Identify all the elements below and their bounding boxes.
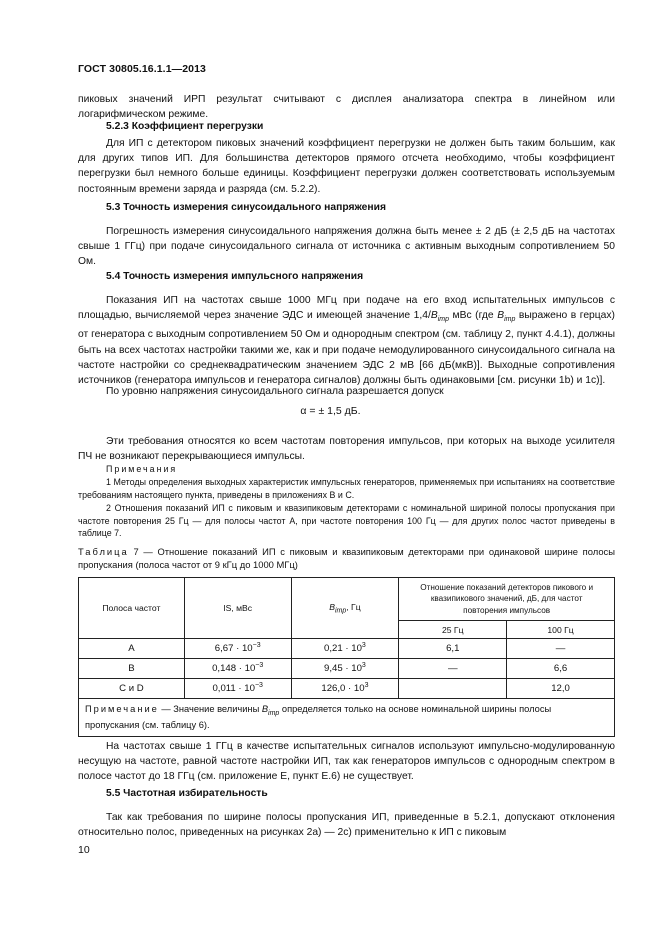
text-run: определяется только на основе номинальной ширины полосы пропускания (см. таблицу 6).: [85, 703, 552, 731]
note-2: 2 Отношения показаний ИП с пиковым и квазипиковым детекторами с номинальной шириной полосы пропускания при частоте повторения 25 Гц — для полосы частот А, при частоте повторения 100 Гц — для других полос частот приведены в таблице 7.: [78, 503, 615, 539]
is-exponent: −3: [255, 662, 264, 670]
page-number: 10: [78, 844, 90, 856]
symbol-b: B: [261, 703, 269, 714]
symbol-imp: imp: [504, 316, 516, 324]
heading-5-4: 5.4 Точность измерения импульсного напряжения: [106, 271, 364, 282]
is-mantissa: 6,67 · 10: [214, 643, 253, 655]
cell-100hz: 6,6: [507, 659, 615, 679]
table-row: [79, 639, 615, 659]
cell-band: B: [79, 659, 185, 679]
cell-is: [184, 639, 291, 659]
table-note: [79, 699, 615, 737]
cell-bimp: [291, 639, 399, 659]
is-exponent: −3: [252, 642, 261, 650]
symbol-imp: imp: [437, 316, 449, 324]
paragraph-5-2-3: Для ИП с детектором пиковых значений коэффициент перегрузки не должен быть таким большим, как для других типов ИП. Для большинства детекторов прямого отсчета необходимо, чтобы коэффициент перегрузки был немного больше единицы. Коэффициент перегрузки должен соответствовать используемым постоянным времени заряда и разряда (см. 5.2.2).: [78, 138, 615, 195]
bimp-mantissa: 0,21 · 10: [324, 643, 362, 655]
cell-25hz: 6,1: [399, 639, 507, 659]
cell-bimp: [291, 659, 399, 679]
symbol-imp: imp: [268, 709, 280, 717]
table-7: [78, 577, 615, 737]
formula-alpha: α = ± 1,5 дБ.: [300, 405, 361, 417]
table-header-row: [79, 578, 615, 621]
table-row: [79, 679, 615, 699]
caption-label: Таблица: [78, 546, 129, 557]
symbol-b: B: [430, 310, 438, 322]
cell-100hz: 12,0: [507, 679, 615, 699]
header-is: IS, мВс: [184, 578, 291, 639]
heading-5-3: 5.3 Точность измерения синусоидального напряжения: [106, 202, 386, 213]
cell-100hz: —: [507, 639, 615, 659]
notes-title-text: Примечания: [106, 464, 178, 474]
paragraph-5-3: Погрешность измерения синусоидального напряжения должна быть менее ± 2 дБ (± 2,5 дБ на частотах свыше 1 ГГц) при подаче синусоидального сигнала от источника с активным выходным сопротивлением 50 Ом.: [78, 226, 615, 268]
cell-is: [184, 679, 291, 699]
note-1: 1 Методы определения выходных характеристик импульсных генераторов, применяемых при испытаниях на соответствие требованиям настоящего пункта, приведены в приложениях В и С.: [78, 477, 615, 500]
header-25hz: 25 Гц: [399, 621, 507, 639]
is-mantissa: 0,148 · 10: [212, 663, 256, 675]
symbol-imp: imp: [334, 607, 347, 615]
table-note-label: Примечание: [85, 703, 159, 714]
text-run: Показания ИП на частотах свыше 1000 МГц при подаче на его вход испытательных импульсов с площадью, вычисляемой через значение ЭДС и имеющей значение 1,4/: [78, 295, 615, 322]
bimp-exponent: 3: [364, 682, 369, 690]
symbol-b: B: [497, 310, 505, 322]
is-mantissa: 0,011 · 10: [212, 683, 255, 695]
notes-title: [78, 463, 615, 476]
table-note-row: [79, 699, 615, 737]
paragraph-intro: пиковых значений ИРП результат считывают с дисплея анализатора спектра в линейном или логарифмическом режиме.: [78, 94, 615, 121]
is-exponent: −3: [254, 682, 263, 690]
header-ratio: Отношение показаний детекторов пикового и квазипикового значений, дБ, для частот повторения импульсов: [399, 578, 615, 621]
text-run: выражено в герцах) от генератора с выходным сопротивлением 50 Ом и однородным спектром (см. таблицу 2, пункт 4.4.1), должны быть на всех частотах настройки такими же, как и при подаче немодулированного синусоидального сигнала на частоте настройки со среднеквадратическим значением ЭДС 2 мВ [66 дБ(мкВ)]. Выходные сопротивления источников (генератора импульсов и генератора сигналов) должны быть одинаковыми [см. рисунки 1b) и 1c)].: [78, 310, 615, 387]
paragraph-5-4-b: По уровню напряжения синусоидального сигнала разрешается допуск: [106, 386, 444, 397]
header-100hz: 100 Гц: [507, 621, 615, 639]
symbol-b: B: [329, 601, 335, 612]
table-7-caption: [78, 545, 615, 571]
header-bimp-unit: , Гц: [346, 601, 361, 612]
bimp-mantissa: 9,45 · 10: [324, 663, 362, 675]
text-run: — Значение величины: [158, 703, 262, 714]
table-row: [79, 659, 615, 679]
cell-is: [184, 659, 291, 679]
header-bimp: [291, 578, 399, 639]
standard-header: ГОСТ 30805.16.1.1—2013: [78, 63, 206, 75]
paragraph-after-table: На частотах свыше 1 ГГц в качестве испытательных сигналов используют импульсно-модулированную несущую на частоте, равной частоте настройки ИП, так как генераторов импульсов с однородным спектром в полосе частот до 18 ГГц (см. приложение Е, пункт Е.6) не существует.: [78, 741, 615, 783]
paragraph-5-4-c: Эти требования относятся ко всем частотам повторения импульсов, при которых на выходе усилителя ПЧ не возникают перекрывающиеся импульсы.: [78, 436, 615, 463]
cell-band: A: [79, 639, 185, 659]
bimp-exponent: 3: [361, 662, 366, 670]
paragraph-5-5: Так как требования по ширине полосы пропускания ИП, приведенные в 5.2.1, допускают отклонения относительно полос, приведенных на рисунках 2а) — 2с) применительно к ИП с пиковым: [78, 812, 615, 839]
cell-25hz: [399, 679, 507, 699]
header-band: Полоса частот: [79, 578, 185, 639]
bimp-exponent: 3: [361, 642, 366, 650]
caption-text: 7 — Отношение показаний ИП с пиковым и квазипиковым детекторами при одинаковой ширине полосы пропускания (полоса частот от 9 кГц до 1000 МГц): [78, 546, 615, 571]
bimp-mantissa: 126,0 · 10: [321, 683, 365, 695]
paragraph-5-4-a: [78, 293, 615, 388]
cell-band: C и D: [79, 679, 185, 699]
heading-5-5: 5.5 Частотная избирательность: [106, 788, 268, 799]
heading-5-2-3: 5.2.3 Коэффициент перегрузки: [106, 121, 264, 132]
cell-bimp: [291, 679, 399, 699]
text-run: мВс (где: [452, 310, 498, 322]
cell-25hz: —: [399, 659, 507, 679]
